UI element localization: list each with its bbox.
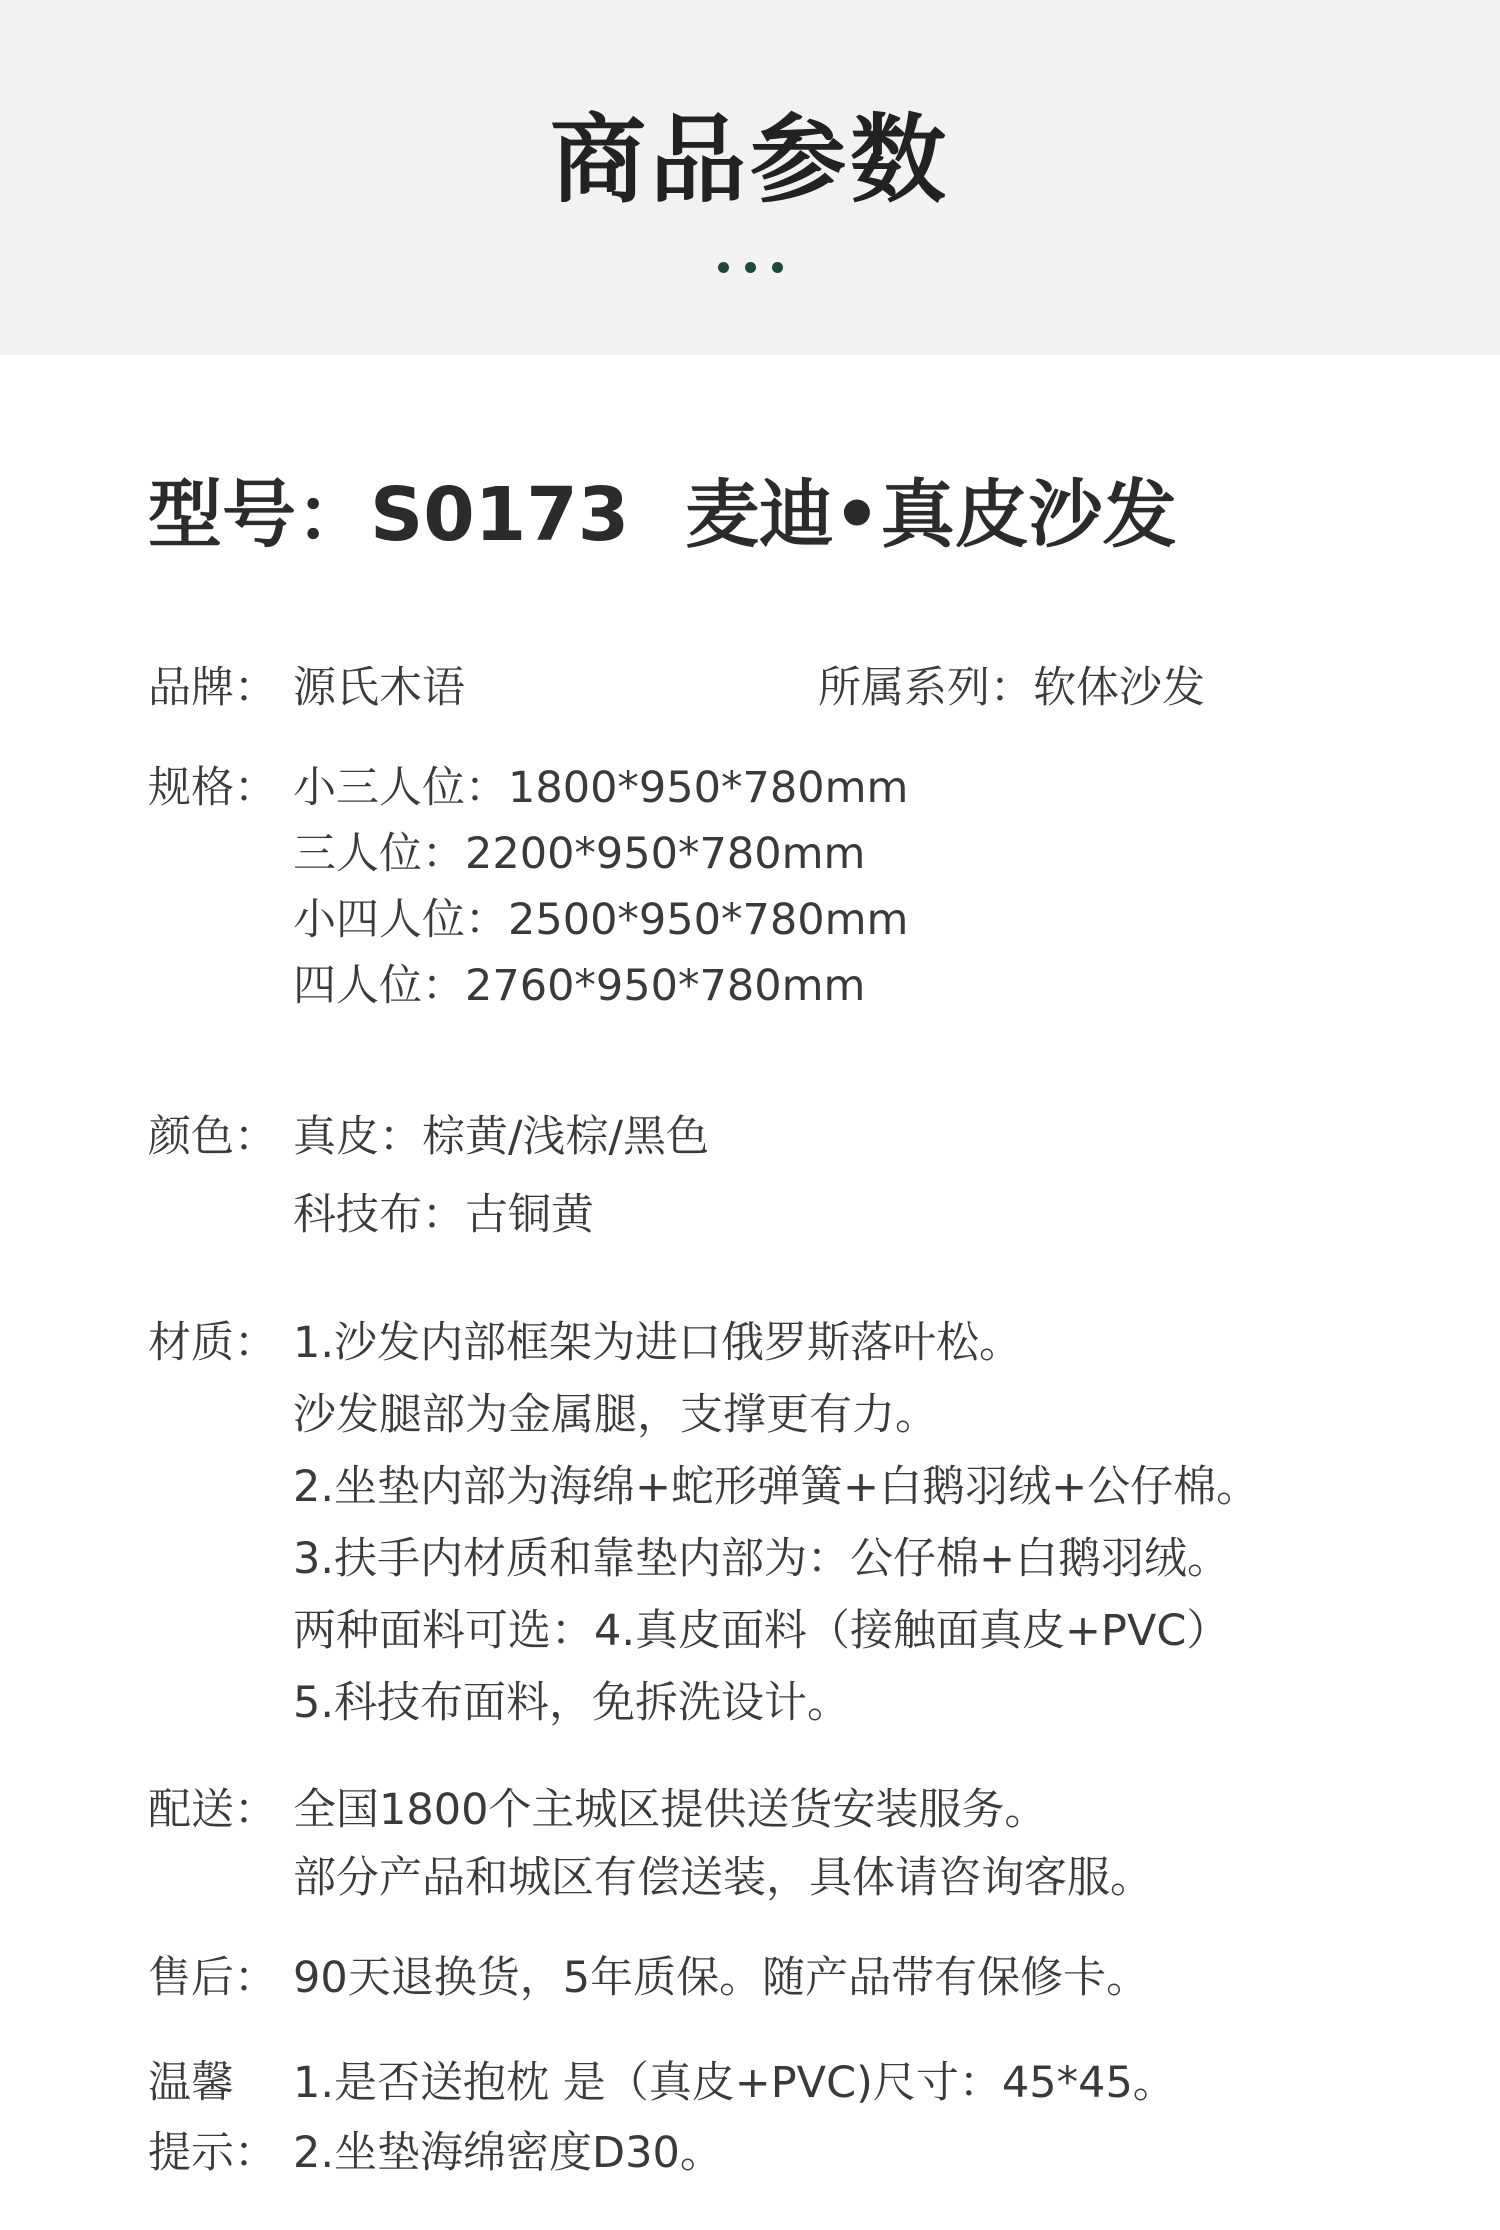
delivery-values [293, 1776, 1153, 1912]
material-line: 1.沙发内部框架为进口俄罗斯落叶松。 [293, 1318, 1023, 1368]
title-divider-dots [0, 262, 1500, 280]
color-label: 颜色： [148, 1112, 277, 1162]
tips-line: 1.是否送抱枕 是（真皮+PVC)尺寸：45*45。 [293, 2058, 1176, 2108]
tips-label [148, 2048, 293, 2188]
series-item [818, 655, 1205, 721]
material-line: 沙发腿部为金属腿，支撑更有力。 [293, 1390, 938, 1440]
header-banner [0, 0, 1500, 355]
model-name: 麦迪•真皮沙发 [685, 472, 1177, 558]
spec-line: 小三人位：1800*950*780mm [293, 763, 909, 813]
spec-line: 四人位：2760*950*780mm [293, 961, 866, 1011]
spec-line: 三人位：2200*950*780mm [293, 829, 866, 879]
tips-label-line: 提示： [148, 2128, 277, 2178]
material-line: 5.科技布面料，免拆洗设计。 [293, 1678, 851, 1728]
model-label: 型号： [148, 472, 370, 558]
material-line: 3.扶手内材质和靠垫内部为：公仔棉+白鹅羽绒。 [293, 1534, 1231, 1584]
spec-line: 小四人位：2500*950*780mm [293, 895, 909, 945]
color-line: 科技布：古铜黄 [293, 1190, 594, 1240]
page-title: 商品参数 [550, 104, 950, 216]
color-values [293, 1098, 709, 1254]
material-values [293, 1307, 1259, 1739]
spec-values [293, 755, 908, 1019]
series-value: 软体沙发 [1033, 663, 1205, 713]
delivery-line: 全国1800个主城区提供送货安装服务。 [293, 1785, 1048, 1835]
material-line: 2.坐垫内部为海绵+蛇形弹簧+白鹅羽绒+公仔棉。 [293, 1462, 1260, 1512]
material-line: 两种面料可选：4.真皮面料（接触面真皮+PVC） [293, 1606, 1230, 1656]
tips-values [293, 2048, 1176, 2188]
aftersale-label: 售后： [148, 1953, 277, 2003]
spec-label: 规格： [148, 763, 277, 813]
brand-value: 源氏木语 [293, 663, 465, 713]
model-code: S0173 [370, 472, 630, 558]
color-line: 真皮：棕黄/浅棕/黑色 [293, 1112, 709, 1162]
tips-line: 2.坐垫海绵密度D30。 [293, 2128, 723, 2178]
aftersale-value: 90天退换货，5年质保。随产品带有保修卡。 [293, 1953, 1150, 2003]
series-label: 所属系列： [818, 663, 1033, 713]
dot-icon [718, 262, 729, 273]
tips-label-line: 温馨 [148, 2058, 234, 2108]
dot-icon [772, 262, 783, 273]
material-label: 材质： [148, 1318, 277, 1368]
dot-icon [745, 262, 756, 273]
model-title [148, 465, 1177, 565]
brand-label: 品牌： [148, 663, 277, 713]
delivery-label: 配送： [148, 1785, 277, 1835]
delivery-line: 部分产品和城区有偿送装，具体请咨询客服。 [293, 1853, 1153, 1903]
